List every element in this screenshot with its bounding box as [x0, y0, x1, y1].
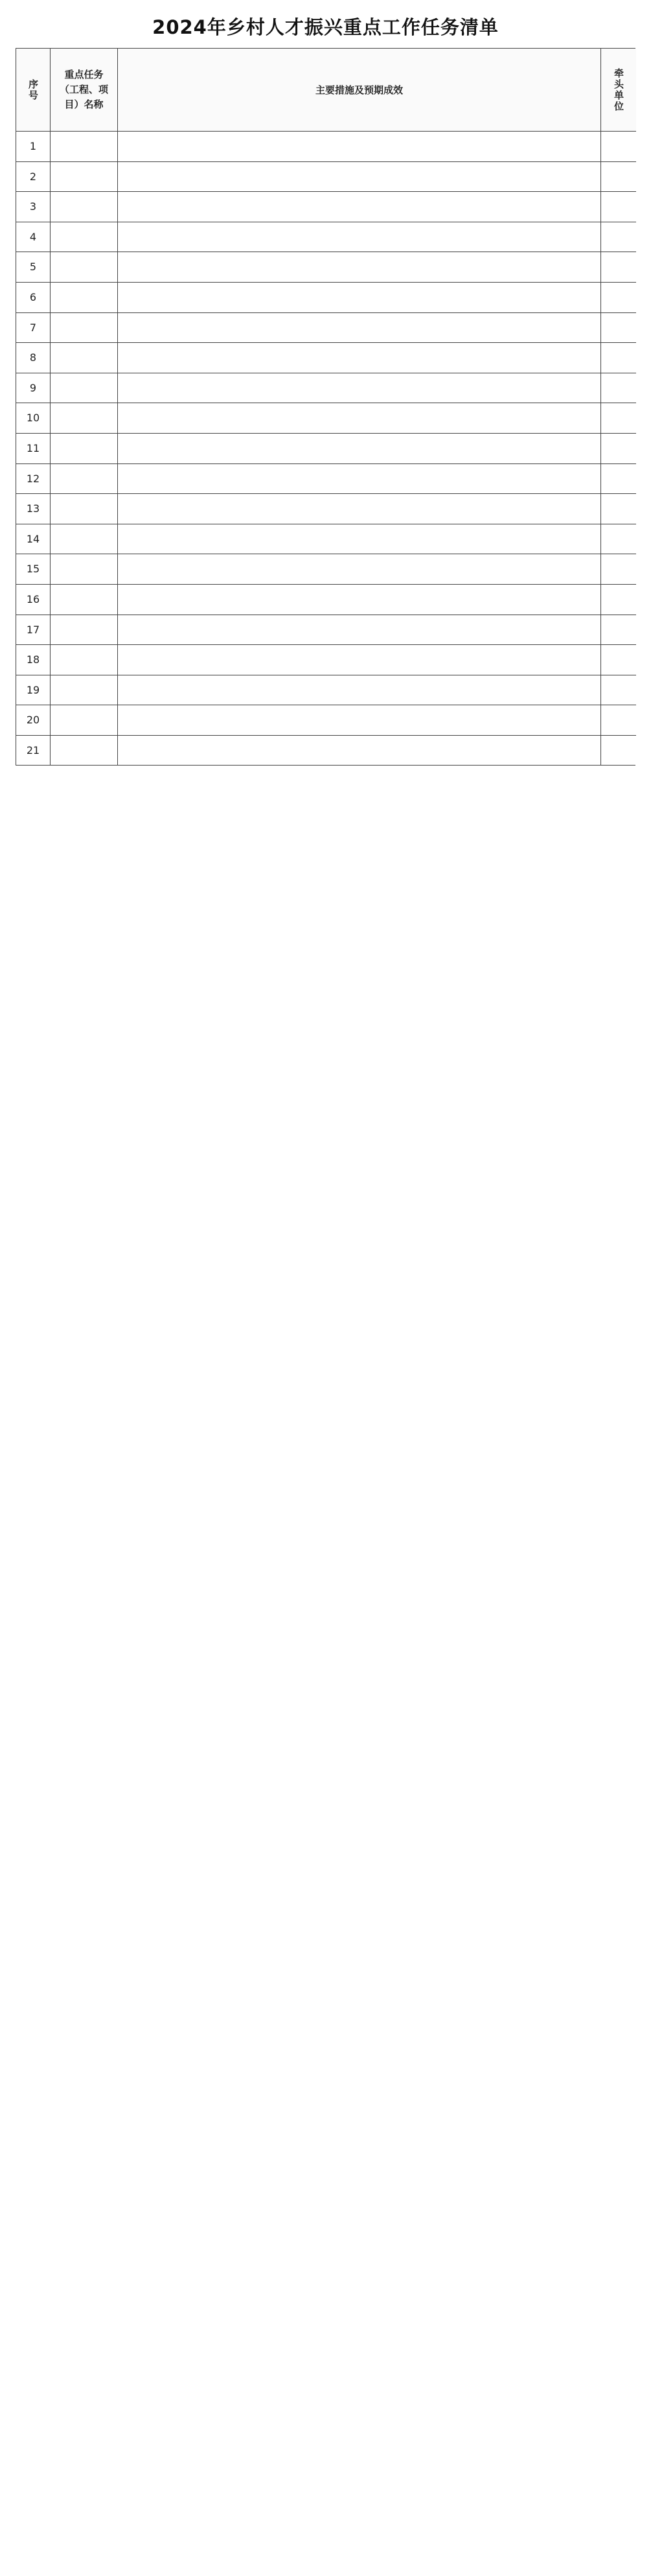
row-measures	[118, 736, 601, 766]
row-task	[51, 222, 118, 253]
header-department: 牵头单位	[601, 49, 636, 132]
row-number: 10	[16, 403, 51, 434]
row-measures	[118, 313, 601, 344]
row-task	[51, 705, 118, 736]
row-number: 20	[16, 705, 51, 736]
row-department	[601, 675, 636, 706]
row-number: 5	[16, 252, 51, 283]
row-number: 4	[16, 222, 51, 253]
header-number: 序号	[16, 49, 51, 132]
row-number: 7	[16, 313, 51, 344]
row-department	[601, 283, 636, 313]
row-department	[601, 736, 636, 766]
row-task	[51, 132, 118, 162]
row-department	[601, 494, 636, 524]
row-department	[601, 222, 636, 253]
row-task	[51, 343, 118, 373]
row-measures	[118, 464, 601, 495]
row-task	[51, 494, 118, 524]
row-measures	[118, 403, 601, 434]
row-task	[51, 645, 118, 675]
row-department	[601, 434, 636, 464]
row-department	[601, 464, 636, 495]
row-task	[51, 403, 118, 434]
row-measures	[118, 675, 601, 706]
row-measures	[118, 524, 601, 555]
row-task	[51, 283, 118, 313]
row-task	[51, 252, 118, 283]
row-number: 17	[16, 615, 51, 646]
row-measures	[118, 615, 601, 646]
row-measures	[118, 434, 601, 464]
row-number: 14	[16, 524, 51, 555]
row-measures	[118, 373, 601, 404]
row-number: 15	[16, 554, 51, 585]
row-task	[51, 615, 118, 646]
row-task	[51, 524, 118, 555]
row-task	[51, 675, 118, 706]
row-measures	[118, 585, 601, 615]
row-department	[601, 645, 636, 675]
row-number: 9	[16, 373, 51, 404]
row-measures	[118, 705, 601, 736]
row-department	[601, 252, 636, 283]
row-measures	[118, 192, 601, 222]
row-task	[51, 373, 118, 404]
row-department	[601, 403, 636, 434]
row-task	[51, 313, 118, 344]
row-number: 6	[16, 283, 51, 313]
row-number: 13	[16, 494, 51, 524]
row-task	[51, 192, 118, 222]
row-number: 18	[16, 645, 51, 675]
row-department	[601, 313, 636, 344]
row-department	[601, 705, 636, 736]
row-number: 1	[16, 132, 51, 162]
header-measures: 主要措施及预期成效	[118, 49, 601, 132]
row-number: 21	[16, 736, 51, 766]
row-task	[51, 434, 118, 464]
task-table	[16, 48, 635, 766]
row-number: 12	[16, 464, 51, 495]
row-department	[601, 615, 636, 646]
row-department	[601, 373, 636, 404]
row-department	[601, 585, 636, 615]
row-number: 19	[16, 675, 51, 706]
row-measures	[118, 283, 601, 313]
row-measures	[118, 645, 601, 675]
row-department	[601, 343, 636, 373]
row-task	[51, 464, 118, 495]
row-task	[51, 736, 118, 766]
row-number: 8	[16, 343, 51, 373]
row-number: 2	[16, 162, 51, 193]
row-number: 16	[16, 585, 51, 615]
row-task	[51, 554, 118, 585]
row-department	[601, 554, 636, 585]
row-number: 3	[16, 192, 51, 222]
row-department	[601, 524, 636, 555]
row-department	[601, 162, 636, 193]
row-measures	[118, 343, 601, 373]
header-task: 重点任务（工程、项目）名称	[51, 49, 118, 132]
row-measures	[118, 162, 601, 193]
row-number: 11	[16, 434, 51, 464]
row-measures	[118, 222, 601, 253]
row-measures	[118, 554, 601, 585]
row-measures	[118, 252, 601, 283]
row-task	[51, 585, 118, 615]
row-measures	[118, 132, 601, 162]
row-department	[601, 132, 636, 162]
row-department	[601, 192, 636, 222]
page-title: 2024年乡村人才振兴重点工作任务清单	[152, 16, 499, 38]
row-task	[51, 162, 118, 193]
row-measures	[118, 494, 601, 524]
